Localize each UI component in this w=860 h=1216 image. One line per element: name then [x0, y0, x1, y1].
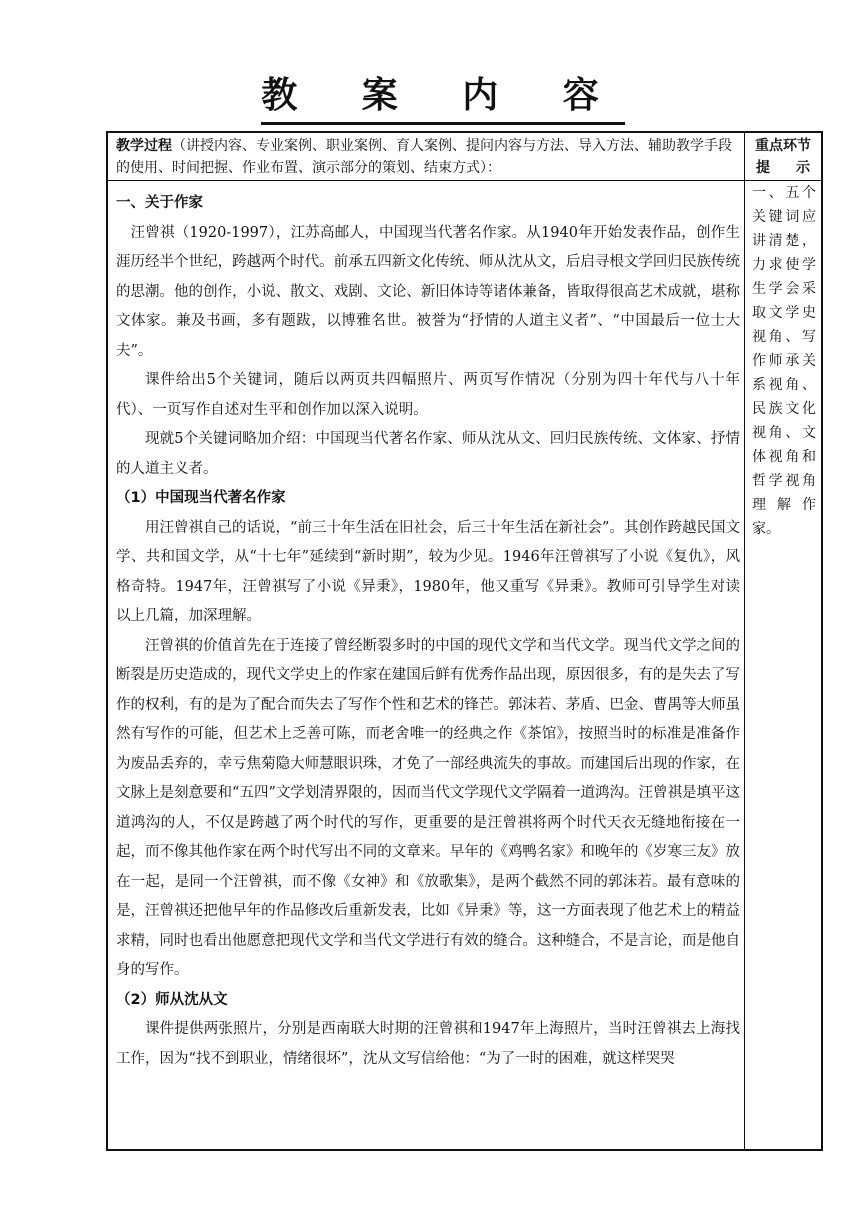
header-divider	[108, 180, 821, 181]
paragraph: 汪曾祺的价值首先在于连接了曾经断裂多时的中国的现代文学和当代文学。现当代文学之间的断裂是历史造成的，现代文学史上的作家在建国后鲜有优秀作品出现，原因很多，有的是失去了写作的权利，有的是为了配合而失去了写作个性和艺术的锋芒。郭沫若、茅盾、巴金、曹禺等大师虽然有写作的可能，但艺术上乏善可陈，而老舍唯一的经典之作《茶馆》，按照当时的标准是准备作为废品丢弃的，幸亏焦菊隐大师慧眼识珠，才免了一部经典流失的事故。而建国后出现的作家，在文脉上是刻意要和“五四”文学划清界限的，因而当代文学现代文学隔着一道鸿沟。汪曾祺是填平这道鸿沟的人，不仅是跨越了两个时代的写作，更重要的是汪曾祺将两个时代天衣无缝地衔接在一起，而不像其他作家在两个时代写出不同的文章来。早年的《鸡鸭名家》和晚年的《岁寒三友》放在一起，是同一个汪曾祺，而不像《女神》和《放歌集》，是两个截然不同的郭沫若。最有意味的是，汪曾祺还把他早年的作品修改后重新发表，比如《异秉》等，这一方面表现了他艺术上的精益求精，同时也看出他愿意把现代文学和当代文学进行有效的缝合。这种缝合，不是言论，而是他自身的写作。	[116, 637, 740, 978]
header-description: （讲授内容、专业案例、职业案例、育人案例、提问内容与方法、导入方法、辅助教学手段的使用、时间把握、作业布置、演示部分的策划、结束方式）：	[116, 138, 732, 176]
teaching-content	[116, 189, 740, 1074]
section-heading: 一、关于作家	[116, 195, 203, 211]
side-header-line1: 重点环节	[755, 138, 811, 154]
lesson-plan-table	[106, 131, 823, 1151]
table-header-main	[116, 135, 736, 179]
table-header-side	[748, 135, 818, 179]
paragraph: 用汪曾祺自己的话说，“前三十年生活在旧社会，后三十年生活在新社会”。其创作跨越民国文学、共和国文学，从“十七年”延续到“新时期”，较为少见。1946年汪曾祺写了小说《复仇》，风格奇特。1947年，汪曾祺写了小说《异秉》，1980年，他又重写《异秉》。教师可引导学生对读以上几篇，加深理解。	[116, 519, 740, 624]
subsection-heading: （2）师从沈从文	[116, 991, 228, 1008]
page-title: 教 案 内 容	[0, 72, 860, 125]
paragraph: 课件给出5个关键词，随后以两页共四幅照片、两页写作情况（分别为四十年代与八十年代）、一页写作自述对生平和创作加以深入说明。	[116, 372, 740, 418]
side-header-line2: 提 示	[756, 160, 810, 176]
key-points-note: 一、五个关键词应讲清楚，力求使学生学会采取文学史视角、写作师承关系视角、民族文化视角、文体视角和哲学视角理解作家。	[752, 185, 816, 537]
paragraph: 课件提供两张照片，分别是西南联大时期的汪曾祺和1947年上海照片，当时汪曾祺去上海找工作，因为“找不到职业，情绪很坏”，沈从文写信给他：“为了一时的困难，就这样哭哭	[116, 1021, 740, 1067]
subsection-heading: （1）中国现当代著名作家	[116, 490, 286, 506]
paragraph: 现就5个关键词略加介绍：中国现当代著名作家、师从沈从文、回归民族传统、文体家、抒情的人道主义者。	[116, 431, 740, 477]
header-label: 教学过程	[116, 138, 172, 154]
paragraph: 汪曾祺（1920-1997），江苏高邮人，中国现当代著名作家。从1940年开始发表作品，创作生涯历经半个世纪，跨越两个时代。前承五四新文化传统、师从沈从文，后启寻根文学回归民族传统的思潮。他的创作，小说、散文、戏剧、文论、新旧体诗等诸体兼备，皆取得很高艺术成就，堪称文体家。兼及书画，多有题跋，以博雅名世。被誉为“抒情的人道主义者”、“中国最后一位士大夫”。	[116, 224, 740, 359]
column-divider	[744, 133, 745, 1149]
